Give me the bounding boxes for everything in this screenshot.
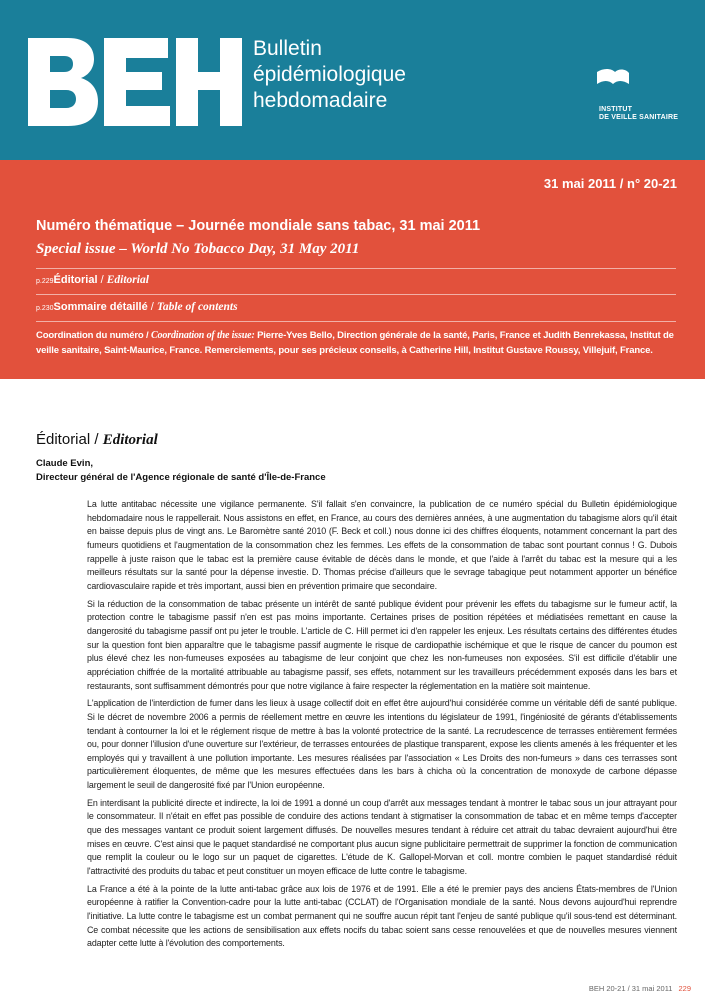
editorial-heading bbox=[36, 431, 158, 449]
page-footer bbox=[589, 984, 691, 993]
coordination-label-fr: Coordination du numéro bbox=[36, 330, 144, 341]
divider bbox=[36, 321, 676, 322]
footer-issue-ref: BEH 20-21 / 31 mai 2011 bbox=[588, 984, 673, 993]
issue-band bbox=[0, 160, 705, 379]
toc-separator: / bbox=[147, 301, 157, 313]
divider bbox=[36, 294, 676, 295]
toc-item-editorial[interactable] bbox=[36, 274, 149, 286]
editorial-paragraph: L'application de l'interdiction de fumer dans les lieux à usage collectif doit en effet être aujourd'hui considérée comme un véritable défi de santé publique. Si le décret de novembre 2006 a permis de réellement mettre en œuvre les intentions du législateur de 1991, l'ingéniosité de gérants d'établissements tendant à contourner la loi et le réglement risque de mettre à bas la volonté protectrice de la santé. La recrudescence de terrasses entièrement fermées ou, pour donner l'illusion d'une ouverture sur l'extérieur, de terrasses entourées de plastique transparent, expose les clients amenés à les fréquenter et les employés qui y travaillent à une pollution importante. Les mesures réalisées par l'association « Les Droits des non-fumeurs » dans ces terrasses sont particulièrement éloquentes, de même que les mesures effectuées dans les bars à chicha où la concentration de monoxyde de carbone dépasse largement le seuil de dangerosité fixé par l'Union européenne. bbox=[87, 698, 677, 791]
editorial-title-fr: Éditorial bbox=[36, 431, 91, 448]
toc-page: p.230 bbox=[36, 305, 54, 312]
editorial-author bbox=[36, 457, 326, 485]
invs-name-line: DE VEILLE SANITAIRE bbox=[599, 114, 679, 121]
toc-item-table-of-contents[interactable] bbox=[36, 301, 238, 313]
coordination-label-en: Coordination of the issue: bbox=[151, 330, 255, 341]
coordination-separator: / bbox=[143, 330, 151, 341]
coordination-text: Pierre-Yves Bello, Direction générale de la santé, Paris, France et Judith Benrekassa, Institut de veille sanitaire, Saint-Maurice, France. Remerciements, pour ses précieux conseils, à Catherine Hill, Institut Gustave Roussy, Villejuif, France. bbox=[36, 330, 674, 356]
beh-logo bbox=[24, 34, 246, 130]
editorial-paragraph: La lutte antitabac nécessite une vigilance permanente. S'il fallait s'en convaincre, la publication de ce numéro spécial du Bulletin épidémiologique hebdomadaire nous le rappellerait. Nous assistons en effet, en France, au cours des dernières années, à une augmentation du tabagisme alors qu'il était en baisse depuis plus de vingt ans. Le Baromètre santé 2010 (F. Beck et coll.) nous donne ici des chiffres éloquents, notamment concernant la part des fumeurs quotidiens et l'augmentation de la consommation chez les femmes. Les effets de la consommation de tabac sont pourtant connus ! G. Dubois rappelle à juste raison que le tabac est la première cause évitable de décès dans le monde, et que l'aide à l'arrêt du tabac est la mesure qui a les meilleurs résultats sur la santé pour la dépense investie. D. Thomas précise d'ailleurs que le sevrage tabagique peut notamment apporter un bénéfice cardiovasculaire rapide et très important, aussi bien en prévention primaire que secondaire. bbox=[87, 499, 677, 591]
editorial-paragraph: Si la réduction de la consommation de tabac présente un intérêt de santé publique évident pour prévenir les effets du tabagisme sur le fumeur actif, la protection contre le tabagisme passif n'en est pas moins importante. Certaines prises de position répétées et médiatisées remettant en cause la dangerosité du tabagisme passif ont pu jeter le trouble. L'article de C. Hill permet ici d'en rappeler les enjeux. Les résultats certains des différentes études sur la question font bien apparaître que le tabagisme passif augmente le risque de cardiopathie ischémique et que le risque de cancer du poumon est plus élevé chez les non-fumeuses exposées au tabagisme de leur conjoint que chez les non-fumeuses non exposées. S'il est difficile d'établir une appréciation chiffrée de la mortalité attribuable au tabagisme passif, ses effets, notamment sur les travailleurs précédemment exposés dans les bars et restaurants, sont suffisamment démontrés pour que notre vigilance à faire respecter la réglementation en la matière soit maintenue. bbox=[87, 598, 677, 691]
coordination-note bbox=[36, 329, 676, 358]
issue-date-number: 31 mai 2011 / n° 20-21 bbox=[543, 176, 677, 191]
editorial-paragraph: La France a été à la pointe de la lutte anti-tabac grâce aux lois de 1976 et de 1991. Elle a été le premier pays des anciens États-membres de l'Union européenne à ratifier la Convention-cadre pour la lutte anti-tabac (CCLAT) de l'Organisation mondiale de la santé. Nous devons aujourd'hui reprendre l'initiative. La lutte contre le tabagisme est un combat permanent qui ne souffre aucun répit tant l'enjeu de santé publique qu'il sous-tend est déterminant. Ce combat nécessite que les actions de sensibilisation aux effets nocifs du tabac soient sans cesse renouvelées et que de nouvelles mesures viennent adapter cette lutte à l'évolution des comportements. bbox=[87, 883, 677, 949]
editorial-title-separator: / bbox=[90, 431, 103, 448]
invs-logo-text: InVS bbox=[599, 82, 624, 94]
author-name: Claude Evin, bbox=[36, 458, 94, 469]
masthead bbox=[0, 0, 705, 160]
editorial-paragraph: En interdisant la publicité directe et indirecte, la loi de 1991 a donné un coup d'arrêt aux messages tendant à montrer le tabac sous un jour attrayant pour le consommateur. Il n'était en effet pas possible de conduire des actions tendant à stigmatiser la consommation de tabac et en même temps d'accepter que des messages vantant ce produit soient largement diffusés. De nouvelles mesures tendant à réduire cet attrait du tabac devraient aujourd'hui être mises en œuvre. C'est ainsi que le paquet standardisé ne comportant plus aucun signe publicitaire permettrait de supprimer la fonction de communication que remplit la couleur ou le logo sur un paquet de cigarettes. L'étude de K. Gallopel-Morvan et coll. montre combien le paquet standardisé réduit l'attractivité des produits du tabac et peut constituer un moyen efficace de lutte contre le tabagisme. bbox=[87, 797, 677, 877]
invs-name bbox=[599, 106, 678, 122]
issue-theme-fr: Numéro thématique – Journée mondiale sans tabac, 31 mai 2011 bbox=[36, 218, 481, 234]
editorial-body bbox=[87, 498, 677, 955]
bulletin-title-line: hebdomadaire bbox=[253, 89, 388, 112]
page-number: 229 bbox=[678, 984, 691, 993]
editorial-title-en: Editorial bbox=[102, 432, 158, 448]
bulletin-title-line: Bulletin bbox=[253, 37, 322, 60]
invs-name-line: INSTITUT bbox=[599, 106, 633, 113]
toc-separator: / bbox=[97, 274, 107, 286]
divider bbox=[36, 268, 676, 269]
toc-label-en: Table of contents bbox=[156, 301, 238, 313]
toc-label-fr: Éditorial bbox=[53, 274, 98, 286]
bulletin-title-line: épidémiologique bbox=[253, 63, 406, 86]
invs-logo bbox=[593, 66, 683, 132]
bulletin-title bbox=[253, 36, 406, 114]
toc-page: p.229 bbox=[36, 278, 54, 285]
toc-label-fr: Sommaire détaillé bbox=[53, 301, 148, 313]
author-role: Directeur général de l'Agence régionale de santé d'Île-de-France bbox=[36, 472, 326, 483]
toc-label-en: Editorial bbox=[106, 274, 149, 286]
issue-theme-en: Special issue – World No Tobacco Day, 31 May 2011 bbox=[36, 241, 360, 257]
